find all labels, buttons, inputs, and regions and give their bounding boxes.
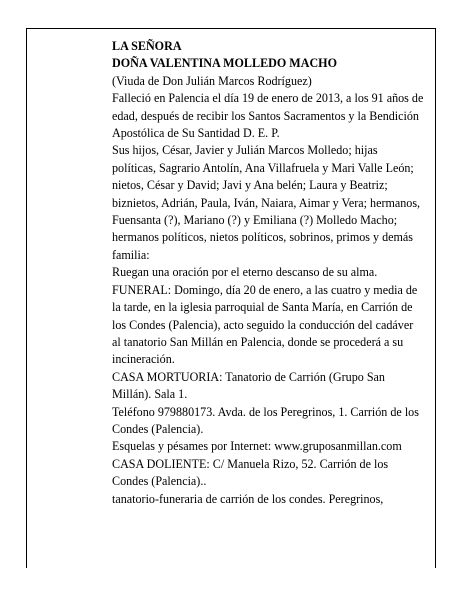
paragraph-home-address: CASA DOLIENTE: C/ Manuela Rizo, 52. Carrión de los Condes (Palencia).. — [112, 456, 389, 489]
paragraph-death-notice: Falleció en Palencia el día 19 de enero de 2013, a los 91 años de edad, después de recibir los Santos Sacramentos y la Bendición Apostólica de Su Santidad D. E. P. — [112, 91, 424, 141]
paragraph-funeral: FUNERAL: Domingo, día 20 de enero, a las cuatro y media de la tarde, en la iglesia parroquial de Santa María, en Carrión de los Condes (Palencia), acto seguido la conducción del cadáver al tanatorio San Millán en Palencia, donde se procederá a su incineración. — [112, 282, 418, 367]
obituary-text — [112, 38, 424, 508]
heading-line-2: DOÑA VALENTINA MOLLEDO MACHO — [112, 56, 337, 71]
paragraph-family: Sus hijos, César, Javier y Julián Marcos Molledo; hijas políticas, Sagrario Antolín, Ana Villafruela y Mari Valle León; nietos, César y David; Javi y Ana belén; Laura y Beatriz; biznietos, Adrián, Paula, Iván, Naiara, Aimar y Vera; hermanos, Fuensanta (?), Mariano (?) y Emiliana (?) Molledo Macho; hermanos políticos, nietos políticos, sobrinos, primos y demás familia: — [112, 143, 421, 262]
heading-line-1: LA SEÑORA — [112, 39, 182, 53]
paragraph-website: Esquelas y pésames por Internet: www.gruposanmillan.com — [112, 439, 402, 454]
paragraph-prayer: Ruegan una oración por el eterno descanso de su alma. — [112, 265, 378, 280]
paragraph-funeral-home: tanatorio-funeraria de carrión de los condes. Peregrinos, — [112, 491, 384, 506]
paragraph-phone-address: Teléfono 979880173. Avda. de los Peregrinos, 1. Carrión de los Condes (Palencia). — [112, 404, 419, 436]
paragraph-widow-of: (Viuda de Don Julián Marcos Rodríguez) — [112, 73, 312, 88]
paragraph-mortuary: CASA MORTUORIA: Tanatorio de Carrión (Grupo San Millán). Sala 1. — [112, 369, 385, 402]
